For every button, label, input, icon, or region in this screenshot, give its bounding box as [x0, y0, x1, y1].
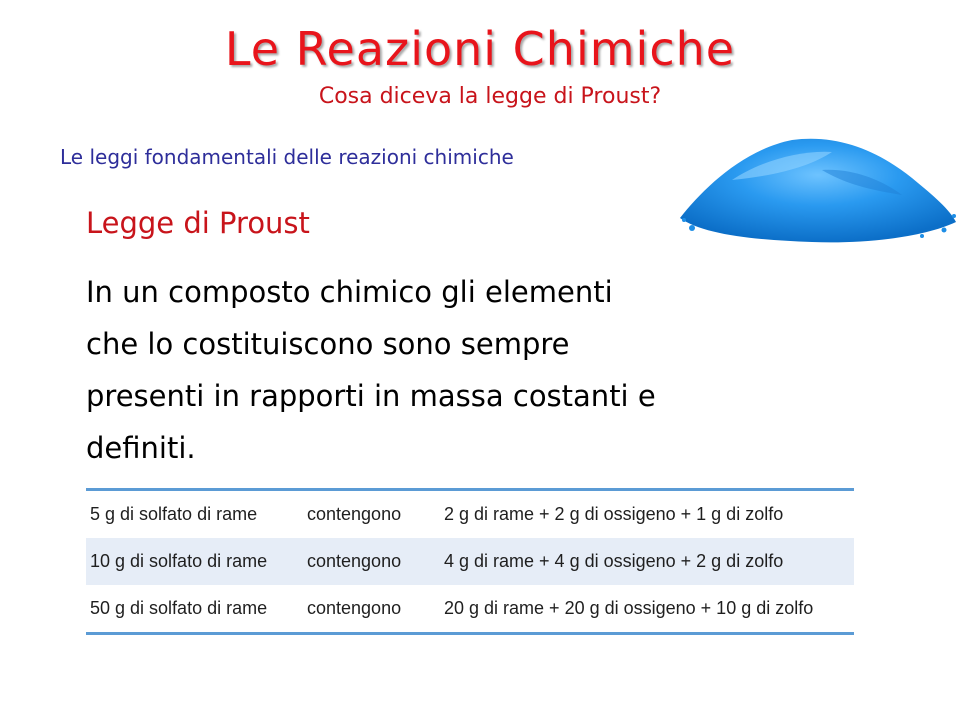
law-statement — [86, 266, 886, 474]
table-cell-composition: 20 g di rame + 20 g di ossigeno + 10 g di zolfo — [444, 598, 814, 618]
table-cell-verb: contengono — [307, 504, 402, 524]
law-statement-line: definiti. — [86, 431, 196, 465]
copper-sulfate-pile-image — [672, 130, 960, 245]
table-row — [86, 491, 854, 538]
table-row — [86, 585, 854, 632]
table-cell-composition: 2 g di rame + 2 g di ossigeno + 1 g di zolfo — [444, 504, 784, 524]
section-heading: Le leggi fondamentali delle reazioni chimiche — [60, 145, 514, 169]
proust-example-table — [86, 488, 854, 635]
table-cell-composition: 4 g di rame + 4 g di ossigeno + 2 g di zolfo — [444, 551, 784, 571]
table-cell-verb: contengono — [307, 598, 402, 618]
law-title: Legge di Proust — [86, 206, 310, 240]
table-cell-verb: contengono — [307, 551, 402, 571]
slide-title: Le Reazioni Chimiche — [224, 22, 736, 76]
slide-subtitle: Cosa diceva la legge di Proust? — [318, 84, 662, 109]
table-cell-mass: 50 g di solfato di rame — [90, 598, 268, 618]
law-statement-line: che lo costituiscono sono sempre — [86, 327, 570, 361]
law-statement-line: In un composto chimico gli elementi — [86, 275, 613, 309]
table-cell-mass: 5 g di solfato di rame — [90, 504, 258, 524]
law-statement-line: presenti in rapporti in massa costanti e — [86, 379, 656, 413]
table-cell-mass: 10 g di solfato di rame — [90, 551, 268, 571]
table-row — [86, 538, 854, 585]
